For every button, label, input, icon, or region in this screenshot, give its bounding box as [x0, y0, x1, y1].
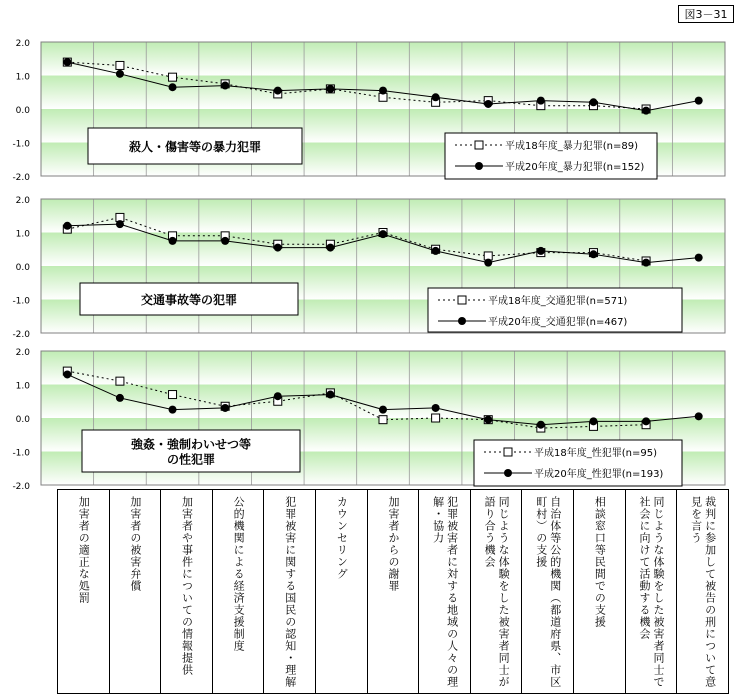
- panel-title: 交通事故等の犯罪: [140, 293, 238, 307]
- legend-marker-square: [458, 296, 466, 304]
- data-point-square: [116, 377, 124, 385]
- category-label: 加害者の適正な処罰: [77, 496, 91, 604]
- data-point-circle: [589, 250, 597, 258]
- data-point-circle: [169, 83, 177, 91]
- y-tick-label: 1.0: [15, 229, 30, 240]
- data-point-circle: [432, 404, 440, 412]
- data-point-circle: [589, 98, 597, 106]
- data-point-circle: [274, 392, 282, 400]
- data-point-circle: [116, 70, 124, 78]
- legend-marker-circle: [475, 162, 483, 170]
- data-point-circle: [63, 222, 71, 230]
- data-point-circle: [326, 391, 334, 399]
- data-point-circle: [695, 254, 703, 262]
- data-point-circle: [432, 93, 440, 101]
- panel-title: 強姦・強制わいせつ等: [130, 437, 252, 452]
- data-point-circle: [642, 417, 650, 425]
- category-label: 犯罪被害者に対する地域の人々の理解・協力: [431, 496, 459, 688]
- category-label: カウンセリング: [335, 496, 349, 580]
- y-tick-label: -2.0: [12, 173, 30, 183]
- data-point-circle: [326, 85, 334, 93]
- data-point-circle: [63, 370, 71, 378]
- data-point-circle: [274, 87, 282, 95]
- category-cell: [110, 490, 162, 693]
- data-point-circle: [537, 421, 545, 429]
- figure-label: 図3－31: [678, 5, 734, 23]
- y-tick-label: -2.0: [12, 330, 30, 340]
- data-point-circle: [169, 406, 177, 414]
- chart-panel-2: [12, 196, 725, 340]
- data-point-circle: [379, 230, 387, 238]
- data-point-circle: [221, 82, 229, 90]
- category-label: 同じような体験をした被害者同士で社会に向けて活動する機会: [638, 496, 665, 688]
- legend-label: 平成20年度_交通犯罪(n=467): [488, 317, 628, 328]
- category-label: 裁判に参加して被告の刑について意見を言う: [689, 496, 717, 688]
- legend-marker-square: [504, 448, 512, 456]
- data-point-circle: [169, 237, 177, 245]
- y-tick-label: 2.0: [15, 39, 30, 49]
- chart-panel-3: [12, 348, 725, 490]
- category-cell: [522, 490, 574, 693]
- category-cell: [161, 490, 213, 693]
- category-label: 公的機関による経済支援制度: [232, 496, 246, 652]
- chart-panel-1: [12, 39, 725, 183]
- category-cell: [368, 490, 420, 693]
- category-cell: [574, 490, 626, 693]
- category-label: 加害者や事件についての情報提供: [180, 496, 194, 676]
- y-tick-label: 1.0: [15, 72, 30, 83]
- category-label: 自治体等公的機関（都道府県、市区町村）の支援: [534, 496, 562, 688]
- plot-band: [41, 199, 725, 233]
- y-tick-label: -1.0: [12, 448, 30, 459]
- data-point-circle: [695, 97, 703, 105]
- data-point-square: [169, 73, 177, 81]
- legend-label: 平成18年度_性犯罪(n=95): [534, 448, 657, 459]
- y-tick-label: -2.0: [12, 482, 30, 490]
- data-point-circle: [484, 100, 492, 108]
- category-cell: [419, 490, 471, 693]
- panel-title: の性犯罪: [166, 452, 216, 467]
- legend-marker-square: [475, 141, 483, 149]
- category-cell: [677, 490, 728, 693]
- data-point-circle: [221, 237, 229, 245]
- data-point-circle: [432, 247, 440, 255]
- data-point-circle: [379, 406, 387, 414]
- legend-label: 平成18年度_交通犯罪(n=571): [488, 296, 628, 307]
- category-cell: [58, 490, 110, 693]
- category-label: 犯罪被害に関する国民の認知・理解: [283, 496, 297, 688]
- data-point-circle: [326, 244, 334, 252]
- data-point-square: [116, 61, 124, 69]
- category-cell: [316, 490, 368, 693]
- data-point-circle: [274, 244, 282, 252]
- y-tick-label: 0.0: [15, 263, 30, 273]
- plot-band: [41, 351, 725, 385]
- category-label: 相談窓口等民間での支援: [593, 496, 607, 628]
- legend-marker-circle: [458, 317, 466, 325]
- category-cell: [213, 490, 265, 693]
- data-point-circle: [379, 87, 387, 95]
- category-cell: [626, 490, 678, 693]
- data-point-circle: [63, 58, 71, 66]
- legend-label: 平成20年度_暴力犯罪(n=152): [505, 162, 645, 173]
- y-tick-label: 2.0: [15, 196, 30, 206]
- legend-marker-circle: [504, 469, 512, 477]
- data-point-circle: [695, 412, 703, 420]
- data-point-circle: [484, 259, 492, 267]
- data-point-circle: [484, 416, 492, 424]
- data-point-circle: [116, 220, 124, 228]
- y-tick-label: 0.0: [15, 106, 30, 116]
- data-point-circle: [221, 404, 229, 412]
- y-tick-label: 1.0: [15, 381, 30, 392]
- data-point-circle: [537, 247, 545, 255]
- panel-title: 殺人・傷害等の暴力犯罪: [128, 140, 262, 154]
- y-tick-label: -1.0: [12, 139, 30, 150]
- data-point-circle: [642, 107, 650, 115]
- category-label: 同じような体験をした被害者同士が語り合う機会: [483, 496, 511, 688]
- data-point-square: [379, 416, 387, 424]
- data-point-square: [169, 391, 177, 399]
- category-cell: [264, 490, 316, 693]
- category-label: 加害者の被害弁償: [128, 496, 142, 592]
- y-tick-label: -1.0: [12, 296, 30, 307]
- data-point-square: [432, 414, 440, 422]
- category-label: 加害者からの謝罪: [386, 496, 400, 592]
- category-cell: [471, 490, 523, 693]
- legend-label: 平成20年度_性犯罪(n=193): [534, 469, 664, 480]
- data-point-circle: [589, 417, 597, 425]
- y-tick-label: 0.0: [15, 415, 30, 425]
- legend-label: 平成18年度_暴力犯罪(n=89): [505, 141, 638, 152]
- data-point-circle: [642, 259, 650, 267]
- data-point-circle: [116, 394, 124, 402]
- data-point-circle: [537, 97, 545, 105]
- y-tick-label: 2.0: [15, 348, 30, 358]
- category-table: [57, 489, 729, 694]
